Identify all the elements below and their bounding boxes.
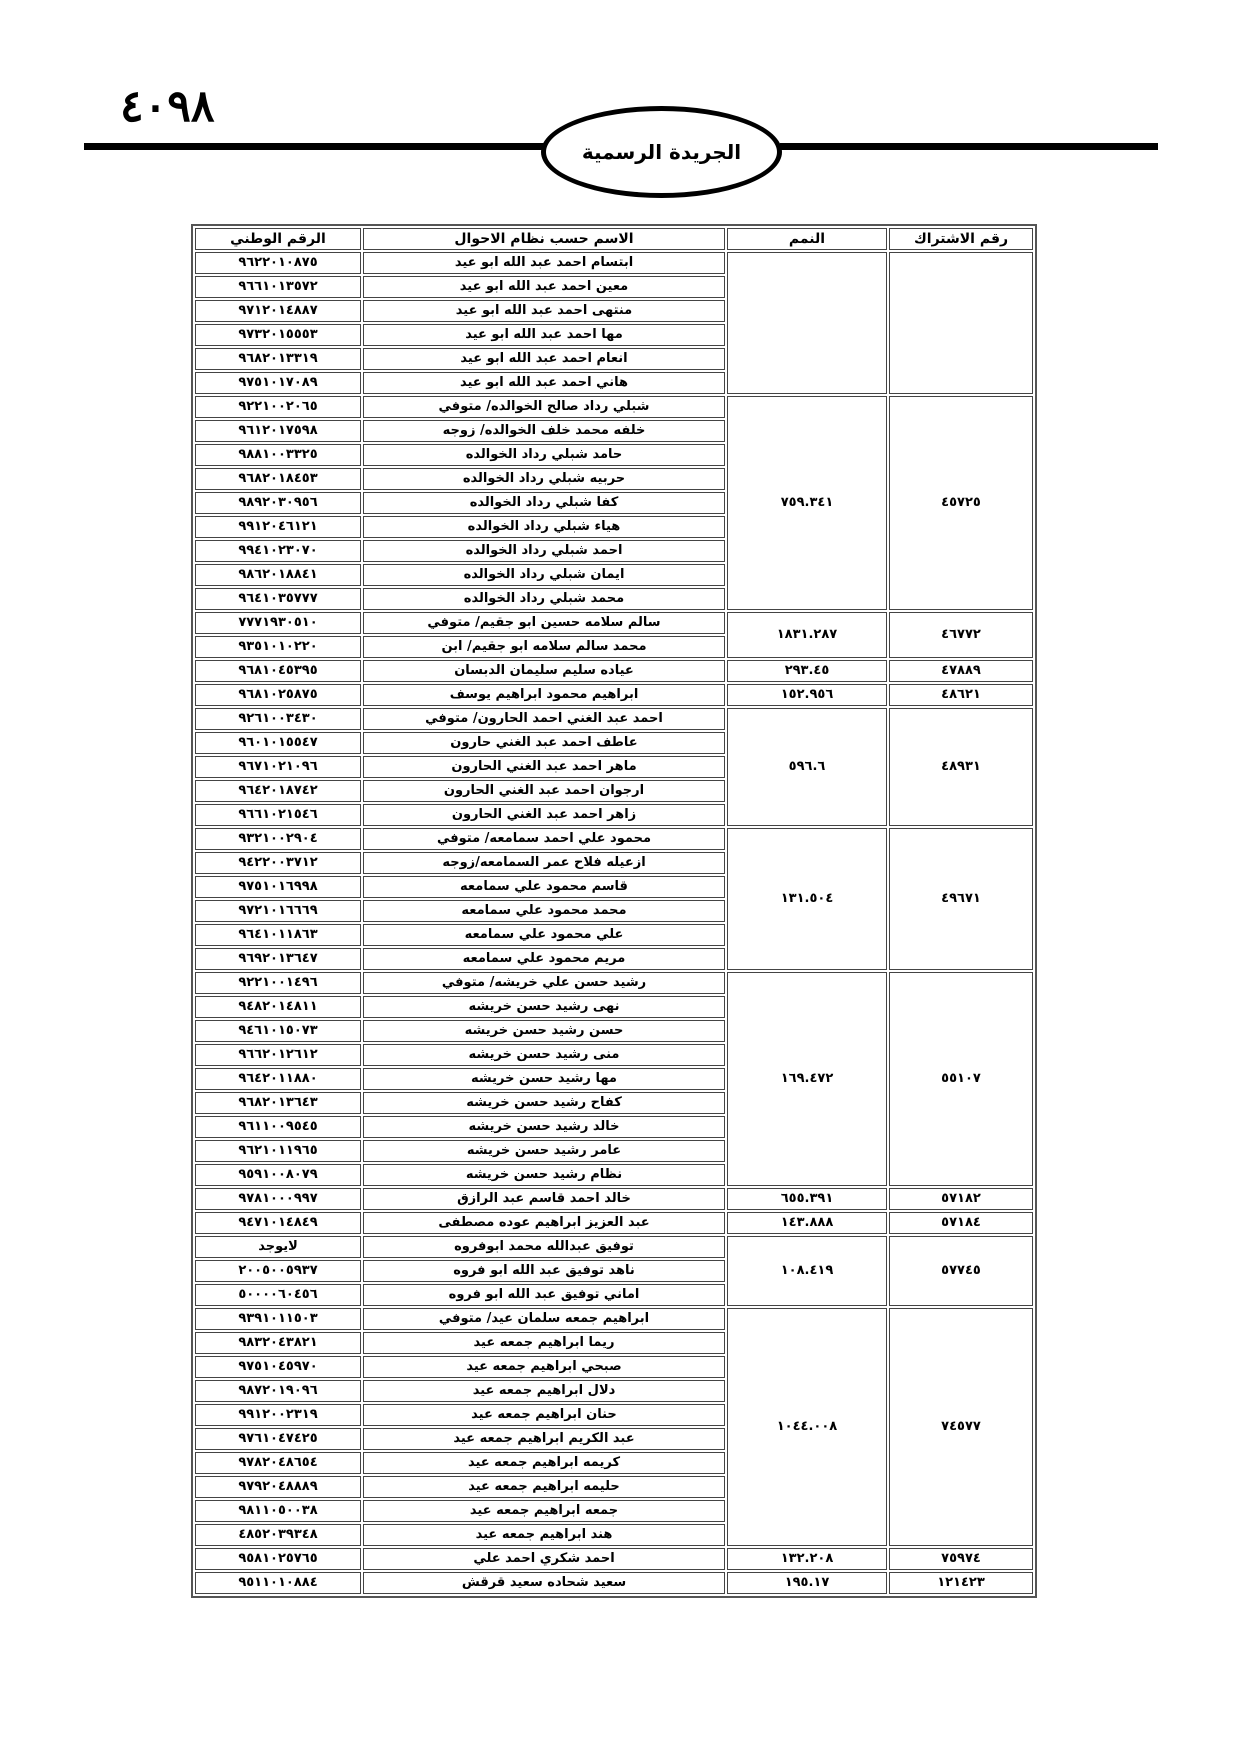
table-body (195, 252, 1033, 1594)
national-id-cell: ٩٧٣٢٠١٥٥٥٣ (195, 324, 361, 346)
subscription-cell: ٥٧١٨٤ (889, 1212, 1033, 1234)
national-id-cell: ٩٦٦١٠١٣٥٧٢ (195, 276, 361, 298)
name-cell: حسن رشيد حسن خريشه (363, 1020, 725, 1042)
national-id-cell: ٩٣٢١٠٠٢٩٠٤ (195, 828, 361, 850)
national-id-cell: ٩٨٦٢٠١٨٨٤١ (195, 564, 361, 586)
publication-title-oval (541, 106, 782, 198)
national-id-cell: ٩٦٢١٠١١٩٦٥ (195, 1140, 361, 1162)
national-id-cell: ٩٦٨١٠٤٥٣٩٥ (195, 660, 361, 682)
name-cell: معين احمد عبد الله ابو عيد (363, 276, 725, 298)
national-id-cell: ٩٤٦١٠١٥٠٧٣ (195, 1020, 361, 1042)
national-id-cell: ٩٦٦٢٠١٢٦١٢ (195, 1044, 361, 1066)
national-id-cell: ٩٦٠١٠١٥٥٤٧ (195, 732, 361, 754)
name-cell: انعام احمد عبد الله ابو عيد (363, 348, 725, 370)
name-cell: ابراهيم محمود ابراهيم يوسف (363, 684, 725, 706)
name-cell: هاني احمد عبد الله ابو عيد (363, 372, 725, 394)
subscription-cell: ٤٦٧٧٢ (889, 612, 1033, 658)
national-id-cell: ٩٧٩٢٠٤٨٨٨٩ (195, 1476, 361, 1498)
name-cell: منتهى احمد عبد الله ابو عيد (363, 300, 725, 322)
table-row (195, 972, 1033, 994)
national-id-cell: ٩٧٨٢٠٤٨٦٥٤ (195, 1452, 361, 1474)
national-id-cell: ٩٨٨١٠٠٣٣٢٥ (195, 444, 361, 466)
table-row (195, 660, 1033, 682)
name-cell: حامد شبلي رداد الخوالده (363, 444, 725, 466)
subscription-cell: ٥٧٧٤٥ (889, 1236, 1033, 1306)
national-id-cell: ٩٥٩١٠٠٨٠٧٩ (195, 1164, 361, 1186)
national-id-cell: ٩٦٨٢٠١٣٣١٩ (195, 348, 361, 370)
name-cell: عبد العزيز ابراهيم عوده مصطفى (363, 1212, 725, 1234)
share-cell: ١٨٣١.٢٨٧ (727, 612, 887, 658)
name-cell: ايمان شبلي رداد الخوالده (363, 564, 725, 586)
national-id-cell: ٩٤٧١٠١٤٨٤٩ (195, 1212, 361, 1234)
subscription-cell: ٥٧١٨٢ (889, 1188, 1033, 1210)
name-cell: محمود علي احمد سمامعه/ متوفي (363, 828, 725, 850)
share-cell: ٥٩٦.٦ (727, 708, 887, 826)
table-row (195, 252, 1033, 274)
table-row (195, 708, 1033, 730)
national-id-cell: ٩٥٨١٠٢٥٧٦٥ (195, 1548, 361, 1570)
national-id-cell: ٩٨١١٠٥٠٠٣٨ (195, 1500, 361, 1522)
national-id-cell: ٢٠٠٥٠٠٥٩٣٧ (195, 1260, 361, 1282)
name-cell: مها احمد عبد الله ابو عيد (363, 324, 725, 346)
name-cell: محمد شبلي رداد الخوالده (363, 588, 725, 610)
header-rule-right (780, 143, 1158, 150)
name-cell: ازعيله فلاح عمر السمامعه/زوجه (363, 852, 725, 874)
national-id-cell: ٩٣٩١٠١١٥٠٣ (195, 1308, 361, 1330)
national-id-cell: ٩٧٢١٠١٦٦٦٩ (195, 900, 361, 922)
share-cell: ١٠٤٤.٠٠٨ (727, 1308, 887, 1546)
name-cell: زاهر احمد عبد الغني الحارون (363, 804, 725, 826)
national-id-cell: ٩٦٤١٠١١٨٦٣ (195, 924, 361, 946)
name-cell: توفيق عبدالله محمد ابوفروه (363, 1236, 725, 1258)
share-cell: ١٣٢.٢٠٨ (727, 1548, 887, 1570)
name-cell: رشيد حسن علي خريشه/ متوفي (363, 972, 725, 994)
name-cell: سعيد شحاده سعيد قرقش (363, 1572, 725, 1594)
subscription-cell: ٤٨٩٣١ (889, 708, 1033, 826)
national-id-cell: ٩٦٤٢٠١٨٧٤٢ (195, 780, 361, 802)
subscription-cell: ٤٨٦٢١ (889, 684, 1033, 706)
table-row (195, 1548, 1033, 1570)
heirs-table (191, 224, 1037, 1598)
national-id-cell: ٩٦٤١٠٣٥٧٧٧ (195, 588, 361, 610)
table-row (195, 1572, 1033, 1594)
publication-title: الجريدة الرسمية (581, 140, 742, 164)
national-id-cell: ٩٥١١٠١٠٨٨٤ (195, 1572, 361, 1594)
national-id-cell: لايوجد (195, 1236, 361, 1258)
national-id-cell: ٩٢٢١٠٠١٤٩٦ (195, 972, 361, 994)
national-id-cell: ٩٧٦١٠٤٧٤٢٥ (195, 1428, 361, 1450)
name-cell: عامر رشيد حسن خريشه (363, 1140, 725, 1162)
national-id-cell: ٩٩١٢٠٤٦١٢١ (195, 516, 361, 538)
subscription-cell: ٥٥١٠٧ (889, 972, 1033, 1186)
table-header-row (195, 228, 1033, 250)
name-cell: هند ابراهيم جمعه عيد (363, 1524, 725, 1546)
share-cell: ١٠٨.٤١٩ (727, 1236, 887, 1306)
table-row (195, 1308, 1033, 1330)
share-cell: ١٥٢.٩٥٦ (727, 684, 887, 706)
national-id-cell: ٩٩٤١٠٢٣٠٧٠ (195, 540, 361, 562)
national-id-cell: ٩٣٥١٠١٠٢٢٠ (195, 636, 361, 658)
column-header-name: الاسم حسب نظام الاحوال (363, 228, 725, 250)
name-cell: محمد سالم سلامه ابو جقيم/ ابن (363, 636, 725, 658)
national-id-cell: ٩٦٨١٠٢٥٨٧٥ (195, 684, 361, 706)
national-id-cell: ٩٨٧٢٠١٩٠٩٦ (195, 1380, 361, 1402)
name-cell: نظام رشيد حسن خريشه (363, 1164, 725, 1186)
page-number: ٤٠٩٨ (120, 81, 215, 132)
national-id-cell: ٩٧٥١٠١٧٠٨٩ (195, 372, 361, 394)
subscription-cell: ٤٩٦٧١ (889, 828, 1033, 970)
name-cell: احمد شبلي رداد الخوالده (363, 540, 725, 562)
name-cell: كفا شبلي رداد الخوالده (363, 492, 725, 514)
national-id-cell: ٧٧٧١٩٣٠٥١٠ (195, 612, 361, 634)
subscription-cell: ٧٤٥٧٧ (889, 1308, 1033, 1546)
share-cell (727, 252, 887, 394)
name-cell: سالم سلامه حسين ابو جقيم/ متوفي (363, 612, 725, 634)
national-id-cell: ٩٢٢١٠٠٢٠٦٥ (195, 396, 361, 418)
name-cell: اماني توفيق عبد الله ابو فروه (363, 1284, 725, 1306)
national-id-cell: ٩٤٢٢٠٠٣٧١٢ (195, 852, 361, 874)
name-cell: عاطف احمد عبد الغني حارون (363, 732, 725, 754)
national-id-cell: ٥٠٠٠٠٦٠٤٥٦ (195, 1284, 361, 1306)
national-id-cell: ٩٦٨٢٠١٣٦٤٣ (195, 1092, 361, 1114)
national-id-cell: ٩٦٩٢٠١٣٦٤٧ (195, 948, 361, 970)
column-header-subscription: رقم الاشتراك (889, 228, 1033, 250)
name-cell: محمد محمود علي سمامعه (363, 900, 725, 922)
national-id-cell: ٤٨٥٢٠٣٩٣٤٨ (195, 1524, 361, 1546)
table-row (195, 1212, 1033, 1234)
header-rule-left (84, 143, 544, 150)
name-cell: حنان ابراهيم جمعه عيد (363, 1404, 725, 1426)
name-cell: علي محمود علي سمامعه (363, 924, 725, 946)
column-header-share: النمم (727, 228, 887, 250)
share-cell: ٧٥٩.٣٤١ (727, 396, 887, 610)
name-cell: احمد شكري احمد علي (363, 1548, 725, 1570)
name-cell: صبحي ابراهيم جمعه عيد (363, 1356, 725, 1378)
table-row (195, 612, 1033, 634)
name-cell: حربيه شبلي رداد الخوالده (363, 468, 725, 490)
name-cell: حليمه ابراهيم جمعه عيد (363, 1476, 725, 1498)
name-cell: عبد الكريم ابراهيم جمعه عيد (363, 1428, 725, 1450)
national-id-cell: ٩٧١٢٠١٤٨٨٧ (195, 300, 361, 322)
name-cell: دلال ابراهيم جمعه عيد (363, 1380, 725, 1402)
name-cell: جمعه ابراهيم جمعه عيد (363, 1500, 725, 1522)
share-cell: ١٦٩.٤٧٢ (727, 972, 887, 1186)
name-cell: ابتسام احمد عبد الله ابو عيد (363, 252, 725, 274)
subscription-cell: ٤٥٧٢٥ (889, 396, 1033, 610)
name-cell: ارجوان احمد عبد الغني الحارون (363, 780, 725, 802)
table-row (195, 1236, 1033, 1258)
name-cell: هياء شبلي رداد الخوالده (363, 516, 725, 538)
national-id-cell: ٩٢٦١٠٠٣٤٣٠ (195, 708, 361, 730)
national-id-cell: ٩٦٦١٠٢١٥٤٦ (195, 804, 361, 826)
share-cell: ٦٥٥.٣٩١ (727, 1188, 887, 1210)
name-cell: كريمه ابراهيم جمعه عيد (363, 1452, 725, 1474)
national-id-cell: ٩٦٢٢٠١٠٨٧٥ (195, 252, 361, 274)
name-cell: مريم محمود علي سمامعه (363, 948, 725, 970)
table-row (195, 1188, 1033, 1210)
national-id-cell: ٩٩١٢٠٠٢٣١٩ (195, 1404, 361, 1426)
name-cell: ماهر احمد عبد الغني الحارون (363, 756, 725, 778)
national-id-cell: ٩٦١١٠٠٩٥٤٥ (195, 1116, 361, 1138)
name-cell: عياده سليم سليمان الدبسان (363, 660, 725, 682)
national-id-cell: ٩٦١٢٠١٧٥٩٨ (195, 420, 361, 442)
name-cell: نهى رشيد حسن خريشه (363, 996, 725, 1018)
name-cell: ابراهيم جمعه سلمان عيد/ متوفي (363, 1308, 725, 1330)
subscription-cell (889, 252, 1033, 394)
name-cell: خلفه محمد خلف الخوالده/ زوجه (363, 420, 725, 442)
table-row (195, 684, 1033, 706)
national-id-cell: ٩٦٧١٠٢١٠٩٦ (195, 756, 361, 778)
name-cell: ناهد توفيق عبد الله ابو فروه (363, 1260, 725, 1282)
column-header-national-id: الرقم الوطني (195, 228, 361, 250)
national-id-cell: ٩٨٩٢٠٣٠٩٥٦ (195, 492, 361, 514)
name-cell: كفاح رشيد حسن خريشه (363, 1092, 725, 1114)
name-cell: مها رشيد حسن خريشه (363, 1068, 725, 1090)
subscription-cell: ١٢١٤٢٣ (889, 1572, 1033, 1594)
subscription-cell: ٧٥٩٧٤ (889, 1548, 1033, 1570)
national-id-cell: ٩٧٨١٠٠٠٩٩٧ (195, 1188, 361, 1210)
national-id-cell: ٩٨٣٢٠٤٣٨٢١ (195, 1332, 361, 1354)
share-cell: ٢٩٣.٤٥ (727, 660, 887, 682)
national-id-cell: ٩٧٥١٠١٦٩٩٨ (195, 876, 361, 898)
name-cell: قاسم محمود علي سمامعه (363, 876, 725, 898)
name-cell: شبلي رداد صالح الخوالده/ متوفي (363, 396, 725, 418)
share-cell: ١٤٣.٨٨٨ (727, 1212, 887, 1234)
share-cell: ١٩٥.١٧ (727, 1572, 887, 1594)
table-row (195, 396, 1033, 418)
share-cell: ١٣١.٥٠٤ (727, 828, 887, 970)
name-cell: خالد رشيد حسن خريشه (363, 1116, 725, 1138)
national-id-cell: ٩٦٤٢٠١١٨٨٠ (195, 1068, 361, 1090)
name-cell: احمد عبد الغني احمد الحارون/ متوفي (363, 708, 725, 730)
national-id-cell: ٩٧٥١٠٤٥٩٧٠ (195, 1356, 361, 1378)
national-id-cell: ٩٤٨٢٠١٤٨١١ (195, 996, 361, 1018)
name-cell: منى رشيد حسن خريشه (363, 1044, 725, 1066)
table-row (195, 828, 1033, 850)
name-cell: خالد احمد قاسم عبد الرازق (363, 1188, 725, 1210)
subscription-cell: ٤٧٨٨٩ (889, 660, 1033, 682)
national-id-cell: ٩٦٨٢٠١٨٤٥٣ (195, 468, 361, 490)
name-cell: ريما ابراهيم جمعه عيد (363, 1332, 725, 1354)
